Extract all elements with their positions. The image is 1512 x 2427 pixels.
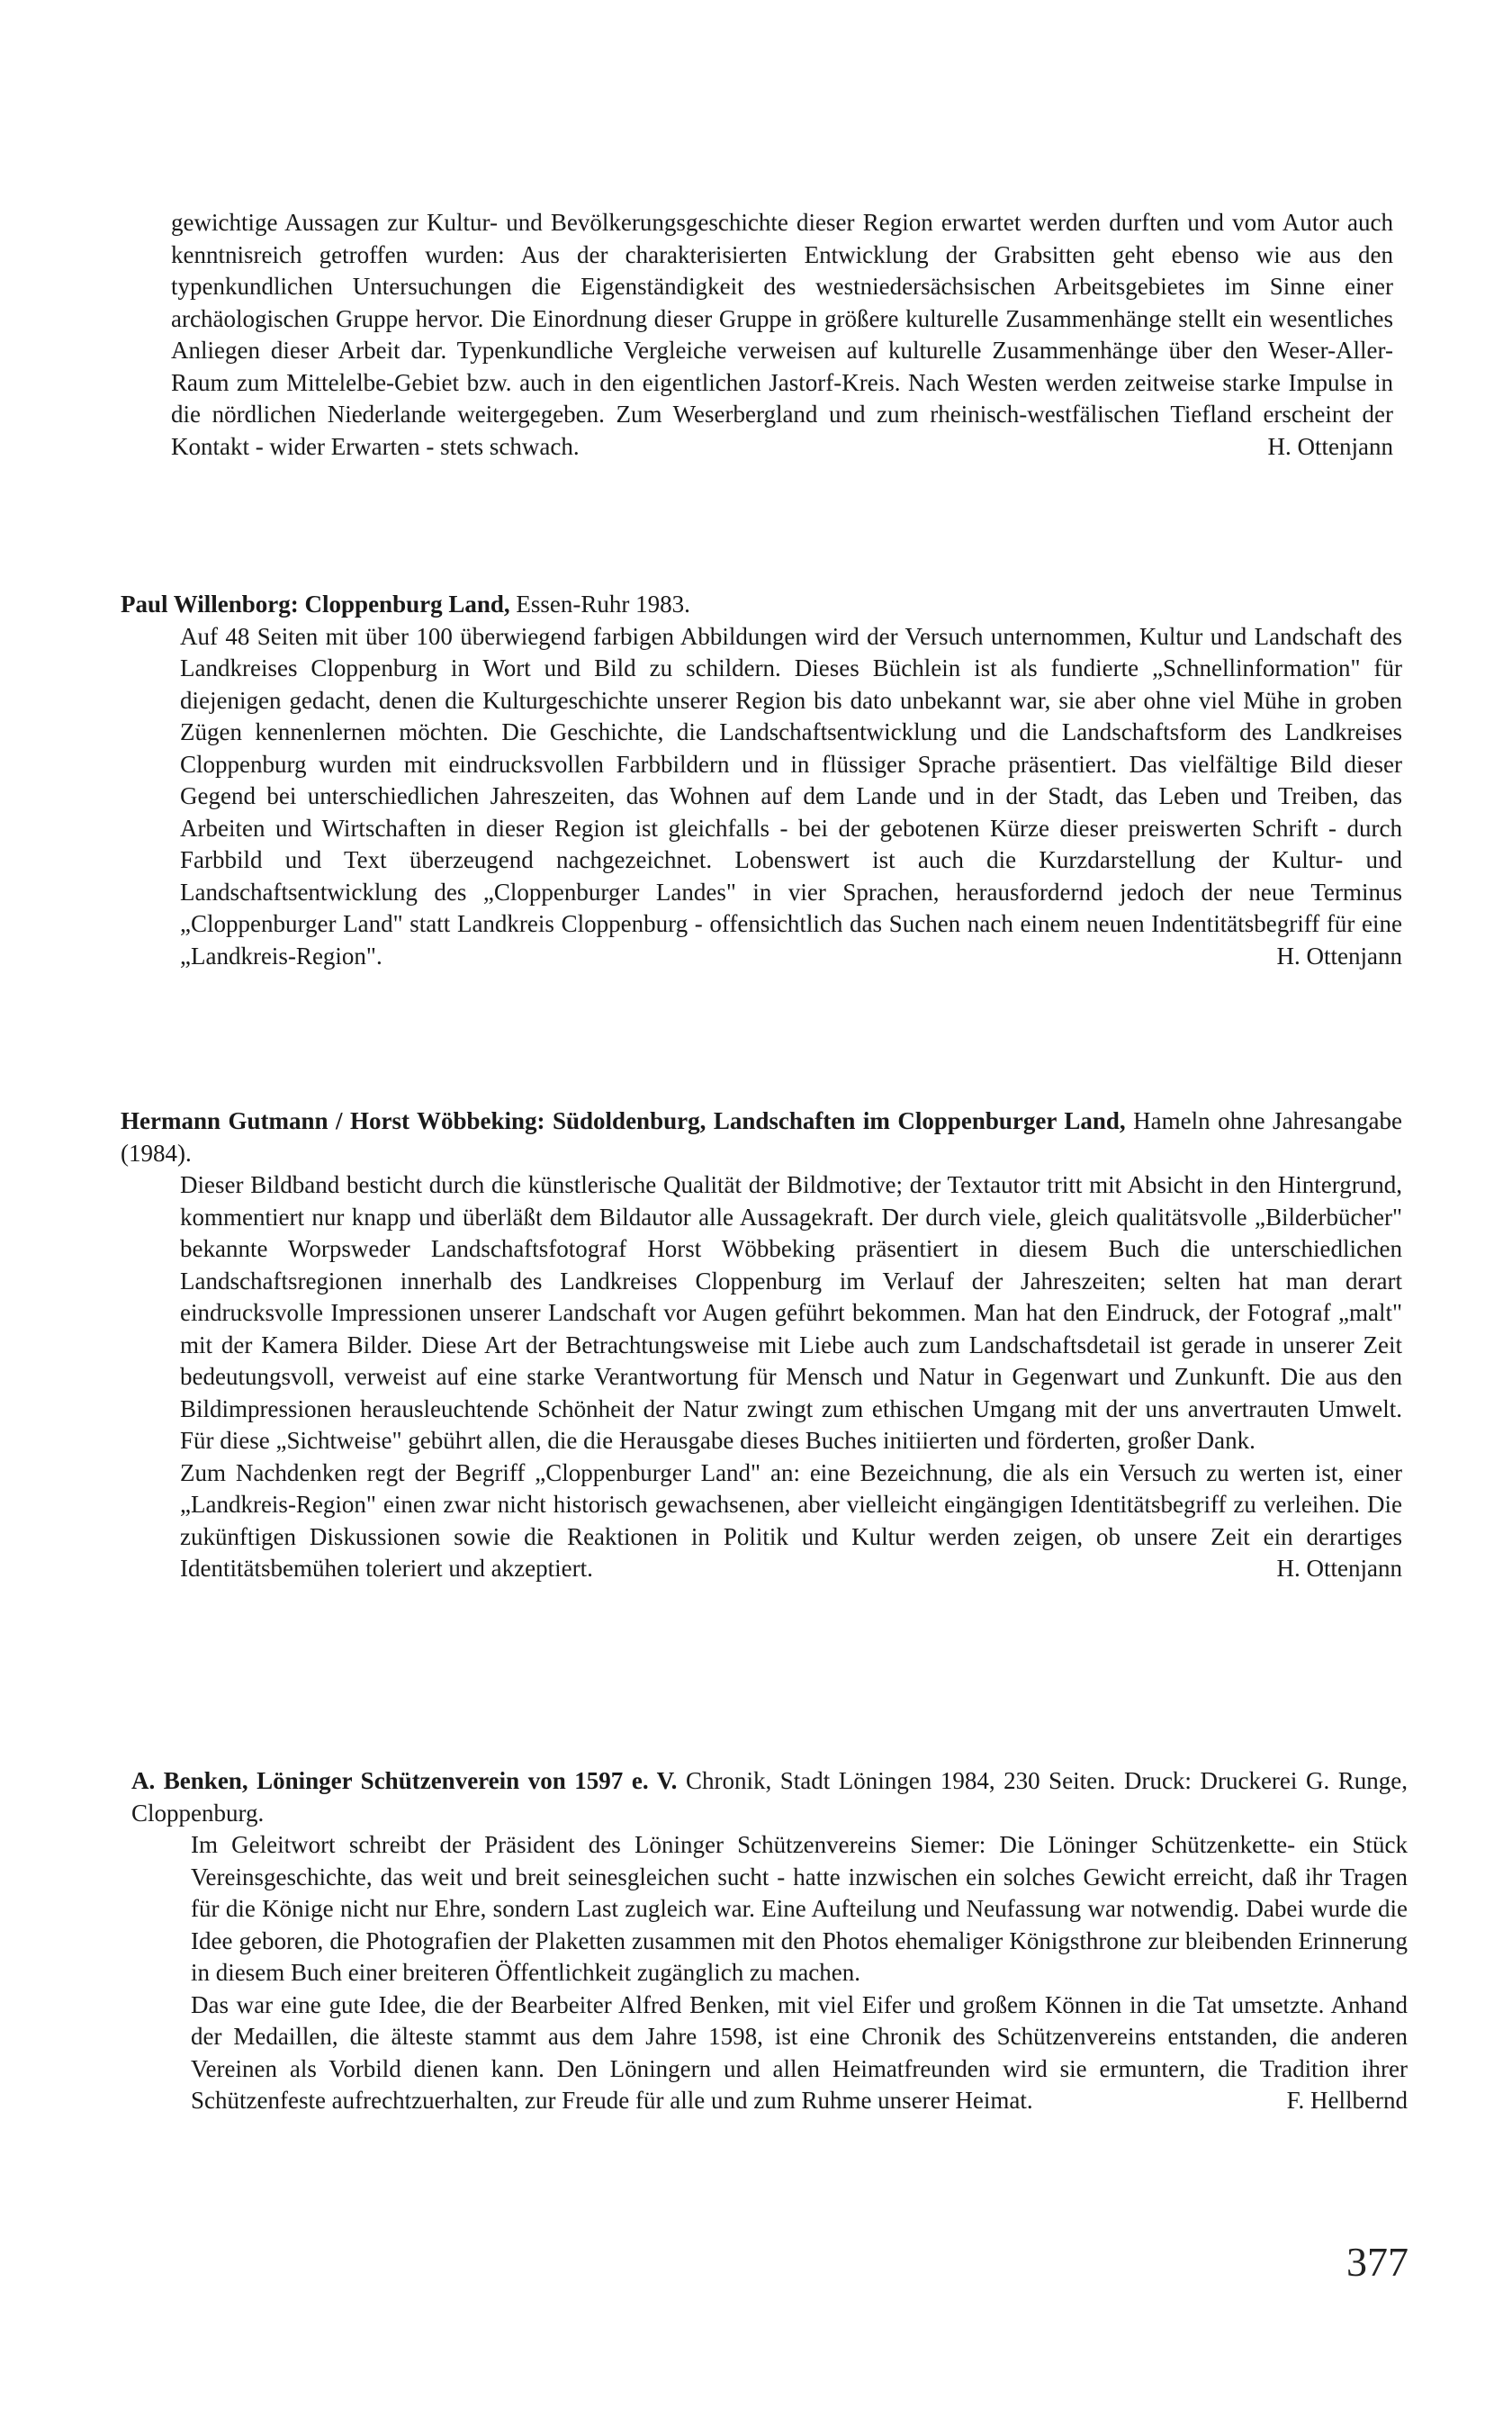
review-heading: [131, 1765, 1408, 1829]
reviewer-signature: H. Ottenjann: [1276, 942, 1402, 970]
reviewer-signature: H. Ottenjann: [1276, 1555, 1402, 1582]
review-paragraph: [191, 1989, 1408, 2117]
reviewer-signature: F. Hellbernd: [1286, 2087, 1408, 2114]
book-title: A. Benken, Löninger Schützenverein von 1597 e. V.: [131, 1767, 678, 1794]
book-details: Hameln ohne Jahresangabe (1984).: [121, 1107, 1402, 1167]
review-paragraph: Im Geleitwort schreibt der Präsident des Löninger Schützenvereins Siemer: Die Löninger Schützenkette- ein Stück Vereinsgeschichte, das weit und breit seinesgleichen sucht - hatte inzwischen ein solches Gewicht erreicht, daß ihr Tragen für die Könige nicht nur Ehre, sondern Last zugleich war. Eine Aufteilung und Neufassung war notwendig. Dabei wurde die Idee geboren, die Photografien der Plaketten zusammen mit den Photos ehemaliger Königsthrone zur bleibenden Erinnerung in diesem Buch einer breiteren Öffentlichkeit zugänglich zu machen.: [191, 1831, 1408, 1986]
review-text: Auf 48 Seiten mit über 100 überwiegend farbigen Abbildungen wird der Versuch unternommen, Kultur und Landschaft des Landkreises Cloppenburg in Wort und Bild zu schildern. Dieses Büchlein ist als fundierte „Schnellinformation" für diejenigen gedacht, denen die Kulturgeschichte unserer Region bis dato unbekannt war, sie aber ohne viel Mühe in groben Zügen kennenlernen möchten. Die Geschichte, die Landschaftsentwicklung und die Landschaftsform des Landkreises Cloppenburg wurden mit eindrucksvollen Farbbildern und in flüssiger Sprache präsentiert. Das vielfältige Bild dieser Gegend bei unterschiedlichen Jahreszeiten, das Wohnen auf dem Lande und in der Stadt, das Leben und Treiben, das Arbeiten und Wirtschaften in dieser Region ist gleichfalls - bei der gebotenen Kürze dieser preiswerten Schrift - durch Farbbild und Text überzeugend nachgezeichnet. Lobenswert ist auch die Kurzdarstellung der Kultur- und Landschaftsentwicklung des „Cloppenburger Landes" in vier Sprachen, herausfordernd jedoch der neue Terminus „Cloppenburger Land" statt Landkreis Cloppenburg - offensichtlich das Suchen nach einem neuen Indentitätsbegriff für eine „Landkreis-Region".: [180, 622, 1402, 970]
review-heading: [121, 589, 1402, 621]
book-details: Chronik, Stadt Löningen 1984, 230 Seiten. Druck: Druckerei G. Runge, Cloppenburg.: [131, 1767, 1408, 1827]
review-gutmann-woebbeking: [121, 1105, 1402, 1585]
review-paragraph: Dieser Bildband besticht durch die künstlerische Qualität der Bildmotive; der Textautor tritt mit Absicht in den Hintergrund, kommentiert nur knapp und überläßt dem Bildautor alle Aussagekraft. Der durch viele, gleich qualitätsvolle „Bilderbücher" bekannte Worpsweder Landschaftsfotograf Horst Wöbbeking präsentiert in diesem Buch die unterschiedlichen Landschaftsregionen innerhalb des Landkreises Cloppenburg im Verlauf der Jahreszeiten; selten hat man derart eindrucksvolle Impressionen unserer Landschaft vor Augen geführt bekommen. Man hat den Eindruck, der Fotograf „malt" mit der Kamera Bilder. Diese Art der Betrachtungsweise mit Liebe auch zum Landschaftsdetail ist gerade in unserer Zeit bedeutungsvoll, verweist auf eine starke Verantwortung für Mensch und Natur in Gegenwart und Zunkunft. Die aus den Bildimpressionen herausleuchtende Schönheit der Natur zwingt zum ethischen Umgang mit der uns anvertrauten Umwelt. Für diese „Sichtweise" gebührt allen, die die Herausgabe dieses Buches initiierten und förderten, großer Dank.: [180, 1171, 1402, 1454]
review-paragraph: [171, 207, 1393, 463]
book-details: Essen-Ruhr 1983.: [509, 591, 690, 618]
book-title: Hermann Gutmann / Horst Wöbbeking: Südoldenburg, Landschaften im Cloppenburger Land,: [121, 1107, 1126, 1134]
review-continuation: [171, 207, 1393, 463]
page-number: 377: [1346, 2239, 1408, 2285]
review-heading: [121, 1105, 1402, 1169]
review-benken: [131, 1765, 1408, 2117]
review-text: Das war eine gute Idee, die der Bearbeiter Alfred Benken, mit viel Eifer und großem Können in die Tat umsetzte. Anhand der Medaillen, die älteste stammt aus dem Jahre 1598, ist eine Chronik des Schützenvereins entstanden, die anderen Vereinen als Vorbild dienen kann. Den Löningern und allen Heimatfreunden wird sie ermuntern, die Tradition ihrer Schützenfeste aufrechtzuerhalten, zur Freude für alle und zum Ruhme unserer Heimat.: [191, 1990, 1408, 2114]
review-text: gewichtige Aussagen zur Kultur- und Bevölkerungsgeschichte dieser Region erwartet werden durften und vom Autor auch kenntnisreich getroffen wurden: Aus der charakterisierten Entwicklung der Grabsitten geht ebenso wie aus den typenkundlichen Untersuchungen die Eigenständigkeit des westniedersächsischen Arbeitsgebietes im Sinne einer archäologischen Gruppe hervor. Die Einordnung dieser Gruppe in größere kulturelle Zusammenhänge stellt ein wesentliches Anliegen dieser Arbeit dar. Typenkundliche Vergleiche verweisen auf kulturelle Zusammenhänge über den Weser-Aller-Raum zum Mittelelbe-Gebiet bzw. auch in den eigentlichen Jastorf-Kreis. Nach Westen werden zeitweise starke Impulse in die nördlichen Niederlande weitergegeben. Zum Weserbergland und zum rheinisch-westfälischen Tiefland erscheint der Kontakt - wider Erwarten - stets schwach.: [171, 209, 1393, 460]
review-willenborg: [121, 589, 1402, 972]
review-paragraph: [180, 1457, 1402, 1585]
review-paragraph: [180, 621, 1402, 973]
reviewer-signature: H. Ottenjann: [1267, 432, 1393, 460]
review-text: Zum Nachdenken regt der Begriff „Cloppenburger Land" an: eine Bezeichnung, die als ein Versuch zu werten ist, einer „Landkreis-Region" einen zwar nicht historisch gewachsenen, aber vielleicht eingängigen Identitätsbegriff zu verleihen. Die zukünftigen Diskussionen sowie die Reaktionen in Politik und Kultur werden zeigen, ob unsere Zeit ein derartiges Identitätsbemühen toleriert und akzeptiert.: [180, 1458, 1402, 1582]
book-title: Paul Willenborg: Cloppenburg Land,: [121, 591, 510, 618]
